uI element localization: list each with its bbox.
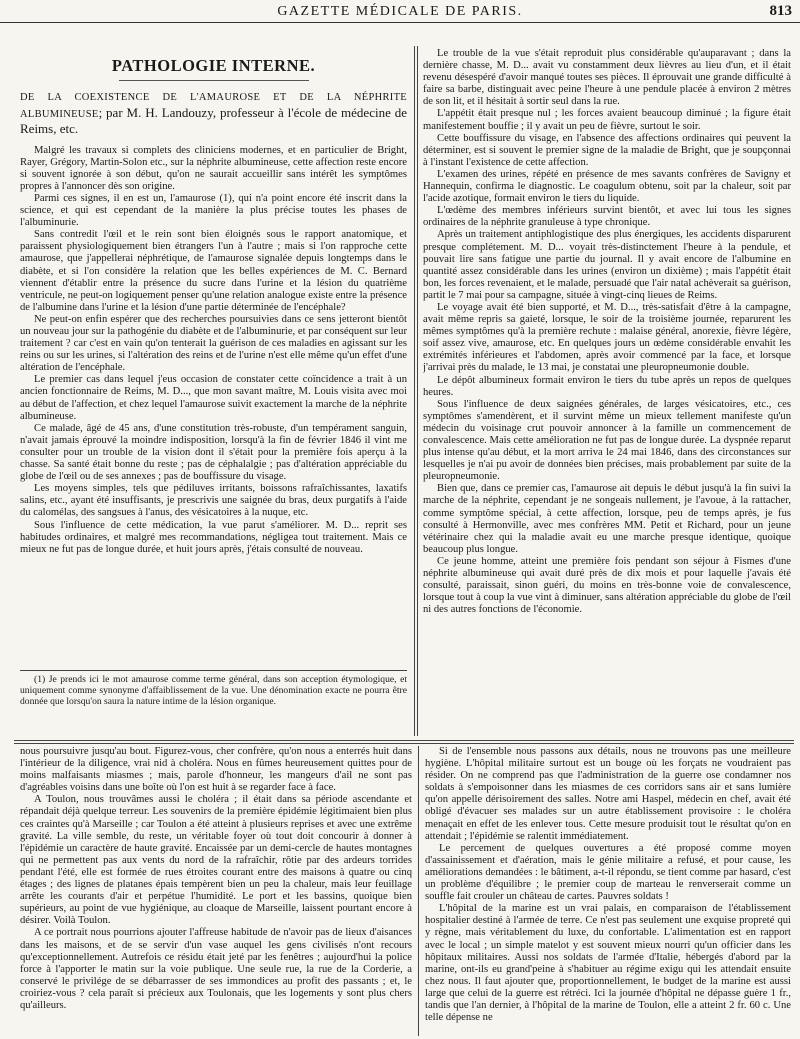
paragraph: Bien que, dans ce premier cas, l'amaurose ait depuis le début jusqu'à la fin suivi la marche de la néphrite, cependant je ne songeais nullement, je l'avoue, à la rattacher, comme symptôme spécial, à cette affection, lorsque, peu de temps après, je fus consulté à Hermonville, avec mes confrères MM. Petit et Richard, pour un jeune vétérinaire chez qui la maladie avait eu une marche presque identique, quoique beaucoup plus longue. bbox=[423, 483, 791, 555]
left-lower-column bbox=[20, 746, 412, 1036]
paragraph: L'œdème des membres inférieurs survint bientôt, et avec lui tous les signes ordinaires de la néphrite granuleuse à type chronique. bbox=[423, 205, 791, 229]
paragraph: Ne peut-on enfin espérer que des recherches poursuivies dans ce sens jetteront bientôt un nouveau jour sur la pathogénie du diabète et de l'albuminurie, et par conséquent sur leur traitement ? car c'est en vain qu'on tenterait la guérison de ces maladies en agissant sur les reins ou sur les urines, si l'altération des reins et de l'urine n'est elle même qu'un effet d'une altération de l'encéphale. bbox=[20, 313, 407, 374]
footnote-block bbox=[20, 674, 407, 736]
paragraph: A Toulon, nous trouvâmes aussi le choléra ; il était dans sa période ascendante et répandait déjà quelque terreur. Les souvenirs de la première épidémie légitimaient bien plus ces craintes qu'à Marseille ; car Toulon a été atteint à plusieurs reprises et avec une extrême gravité. La ville semble, du reste, un véritable foyer où tout doit concourir à donner à l'épidémie un caractère de haute gravité. Encaissée par un demi-cercle de hautes montagnes qui ne permettent pas aux vents du nord de la rafraîchir, rôtie par des ardeurs torrides pendant l'été, elle est formée de rues étroites courant entre des maisons à quatre ou cinq étages ; des lignes de platanes épais tempèrent bien un peu la chaleur, mais leur feuillage arrête les courants d'air et perpétue l'humidité. Le port et les bassins, quoique bien supérieurs, au point de vue hygiénique, au cloaque de Marseille, laissent pourtant encore à désirer. Voilà Toulon. bbox=[20, 794, 412, 927]
article-title bbox=[20, 89, 407, 137]
journal-title: GAZETTE MÉDICALE DE PARIS. bbox=[277, 4, 523, 19]
section-title: PATHOLOGIE INTERNE. bbox=[111, 56, 316, 75]
article-title-text: DE LA COEXISTENCE DE L'AMAUROSE ET DE LA NÉPHRITE ALBUMINEUSE bbox=[20, 92, 407, 120]
paragraph: Après un traitement antiphlogistique des plus énergiques, les accidents disparurent presque complétement. M. D... voyait très-distinctement l'heure à la pendule, et pouvait lire sans fatigue une partie du journal. Il y avait encore de l'albumine en quantité assez considérable dans les urines (environ un dixième) ; mais l'appétit était bon, les forces revenaient, et le malade, persuadé que l'air natal achèverait sa guérison, partit le 7 mai pour sa campagne, située à vingt-cinq lieues de Reims. bbox=[423, 229, 791, 301]
paragraph: Le dépôt albumineux formait environ le tiers du tube après un repos de quelques heures. bbox=[423, 374, 791, 398]
paragraph: Sous l'influence de cette médication, la vue parut s'améliorer. M. D... reprit ses habitudes ordinaires, et malgré mes recommandations, négligea tout traitement. Mais ce mieux ne fut pas de longue durée, et huit jours après, j'étais consulté de nouveau. bbox=[20, 519, 407, 555]
title-rule bbox=[119, 80, 309, 81]
footnote: (1) Je prends ici le mot amaurose comme terme général, dans son acception étymologique, et uniquement comme synonyme d'affaiblissement de la vue. Une dénomination exacte ne pourra être donnée que lorsqu'on saura la nature intime de la lésion organique. bbox=[20, 674, 407, 707]
paragraph: Le trouble de la vue s'était reproduit plus considérable qu'auparavant ; dans la dernière chasse, M. D... avait vu constamment deux lièvres au lieu d'un, et il était revenu désespéré d'avoir manqué toutes ses pièces. Il éprouvait une grande difficulté à faire sa barbe, distinguait avec peine l'heure à une pendule placée à environ 2 mètres de son lit, et il hésitait à sortir seul dans la rue. bbox=[423, 48, 791, 108]
paragraph: Malgré les travaux si complets des cliniciens modernes, et en particulier de Bright, Rayer, Grégory, Martin-Solon etc., sur la néphrite albumineuse, cette affection reste encore si souvent ignorée à son début, qu'on ne saurait accueillir sans intérêt les symptômes propres à l'annoncer dès son origine. bbox=[20, 144, 407, 192]
paragraph: A ce portrait nous pourrions ajouter l'affreuse habitude de n'avoir pas de lieux d'aisances dans les maisons, et de se servir d'un vase auquel les gens civilisés n'ont recours qu'exceptionnellement. Autrefois ce résidu était jeté par les fenêtres ; aujourd'hui la police force à l'apporter le matin sur la voie publique. Une seule rue, la rue de la Corderie, a conservé le privilége de se débarrasser de ses immondices au profit des passants ; et, le croiriez-vous ? cela paraît si précieux aux Toulonais, que les logements y sont plus chers qu'ailleurs. bbox=[20, 927, 412, 1011]
feuilleton-separator-2 bbox=[14, 743, 794, 744]
paragraph: Ce malade, âgé de 45 ans, d'une constitution très-robuste, d'un tempérament sanguin, n'avait jamais éprouvé la moindre indisposition, lorsqu'à la fin de février 1846 il vint me consulter pour un trouble de la vision dont il s'était pour la première fois aperçu à la chasse. Sa santé était bonne du reste ; pas de céphalalgie ; pas d'altération appréciable du globe de l'œil ou de ses annexes ; pas de bouffissure du visage. bbox=[20, 422, 407, 483]
column-separator-upper-2 bbox=[417, 46, 418, 736]
page-header bbox=[0, 0, 800, 23]
page-number: 813 bbox=[769, 3, 792, 19]
left-upper-column bbox=[20, 54, 407, 754]
paragraph: Le voyage avait été bien supporté, et M. D..., très-satisfait d'être à la campagne, avait même repris sa gaieté, lorsque, le soir de la troisième journée, reparurent les mêmes symptômes qu'à la première rechute : malaise général, anorexie, fièvre légère, soif assez vive, amaurose, etc. En quelques jours un œdème considérable envahit les extrémités inférieures et l'abdomen, après avoir commencé par la face, et lorsque j'arrivai près du malade, le 13 mai, je constatai une pleuropneumonie double. bbox=[423, 301, 791, 374]
paragraph: Les moyens simples, tels que pédiluves irritants, boissons rafraîchissantes, laxatifs salins, etc., ayant été insuffisants, je prescrivis une saignée du bras, deux purgatifs à l'aide du calomélas, des sangsues à l'anus, des vésicatoires à la nuque, etc. bbox=[20, 483, 407, 519]
paragraph: Sous l'influence de deux saignées générales, de larges vésicatoires, etc., ces symptômes s'amendèrent, et il survint même un mieux tellement manifeste qu'un médecin du voisinage crut pouvoir annoncer à la famille un commencement de convalescence. Mais cette amélioration ne fut pas de longue durée. La dyspnée reparut plus intense qu'au début, et la mort arriva le 24 mai 1846, dans des circonstances sur lesquelles je n'ai pu avoir de données bien précises, mais probablement par suite de la pleuropneumonie. bbox=[423, 398, 791, 483]
paragraph: Si de l'ensemble nous passons aux détails, nous ne trouvons pas une meilleure hygiène. L'hôpital militaire surtout est un bouge où les forçats ne voudraient pas résider. On ne comprend pas que l'administration de la guerre ose condamner nos soldats à s'empoisonner dans les miasmes de ces corridors sans air et sans lumière qu'on appelle dérisoirement des salles. Notre ami Haspel, médecin en chef, avait été obligé d'évacuer ses malades sur un autre établissement provisoire : le choléra menaçait en effet de les enlever tous. Cette mesure produisit tout le résultat qu'on en attendait ; l'épidémie se ralentit immédiatement. bbox=[425, 746, 791, 842]
paragraph: Sans contredit l'œil et le rein sont bien éloignés sous le rapport anatomique, et paraissent physiologiquement bien étrangers l'un à l'autre ; mais si l'on rapproche cette amaurose, que j'appellerai néphrétique, de l'amaurose signalée depuis longtemps dans le diabète, et si l'on considère la relation que les belles expériences de M. C. Bernard viennent d'établir entre la présence du sucre dans l'urine et la lésion du quatrième ventricule, ne peut-on logiquement penser qu'une relation analogue existe entre la présence de l'albumine dans l'urine et la lésion d'une partie déterminée de l'encéphale? bbox=[20, 229, 407, 313]
article-byline: ; par M. H. Landouzy, professeur à l'école de médecine de Reims, etc. bbox=[20, 104, 407, 137]
right-upper-column bbox=[423, 48, 791, 736]
footnote-separator bbox=[20, 670, 407, 671]
paragraph: L'hôpital de la marine est un vrai palais, en comparaison de l'établissement hospitalier destiné à l'armée de terre. Ce n'est pas seulement une exquise propreté qui y règne, mais véritablement du luxe, du confortable. L'alimentation est en rapport avec le local ; un simple matelot y est souvent mieux nourri qu'un officier dans les hôpitaux militaires. Aussi nos soldats de l'armée d'Italie, hébergés d'abord par la marine, ont-ils eu grand'peine à s'habituer au régime exigu qui les attendait ensuite chez nous. Il faut ajouter que, proportionnellement, le budget de la marine est aussi large que celui de la guerre est rétréci. Ici la journée d'hôpital ne dépasse guère 1 fr., tandis que l'an dernier, à l'hôpital de la marine de Toulon, elle a atteint 2 fr. 60 c. Une telle dépense ne bbox=[425, 903, 791, 1024]
column-separator-upper bbox=[414, 46, 415, 736]
right-lower-column bbox=[425, 746, 791, 1036]
paragraph: nous poursuivre jusqu'au bout. Figurez-vous, cher confrère, qu'on nous a enterrés huit dans l'intérieur de la diligence, vrai nid à choléra. Nous en fûmes heureusement quittes pour de moins malfaisants miasmes ; mais, parole d'honneur, les mangeurs d'ail ne sont pas d'agréables voisins dans une boîte où l'on est huit à se regarder face à face. bbox=[20, 746, 412, 794]
paragraph: L'examen des urines, répété en présence de mes savants confrères de Savigny et Hannequin, confirma le diagnostic. Le coagulum obtenu, soit par la chaleur, soit par l'acide azotique, formait environ le tiers du liquide. bbox=[423, 168, 791, 205]
paragraph: Ce jeune homme, atteint une première fois pendant son séjour à Fismes d'une néphrite albumineuse qui avait duré près de dix mois et pour laquelle j'avais été consulté, paraissait, sinon guéri, du moins en très-bonne voie de convalescence, lorsque tout à coup la vue vint à diminuer, sans altération appréciable du globe de l'œil ni des autres fonctions de l'économie. bbox=[423, 555, 791, 616]
paragraph: L'appétit était presque nul ; les forces avaient beaucoup diminué ; la figure était manifestement bouffie ; il y avait un peu de fièvre, surtout le soir. bbox=[423, 108, 791, 132]
paragraph: Le premier cas dans lequel j'eus occasion de constater cette coïncidence a trait à un ancien fonctionnaire de Reims, M. D..., que mon savant maître, M. Louis visita avec moi au début de l'affection, et chez lequel l'amaurose suivit exactement la marche de la néphrite albumineuse. bbox=[20, 374, 407, 422]
paragraph: Cette bouffissure du visage, en l'absence des affections ordinaires qui peuvent la déterminer, est si souvent le premier signe de la maladie de Bright, que je soupçonnai à l'instant l'existence de cette affection. bbox=[423, 132, 791, 168]
column-separator-lower bbox=[418, 746, 419, 1036]
feuilleton-separator bbox=[14, 740, 794, 741]
paragraph: Parmi ces signes, il en est un, l'amaurose (1), qui n'a point encore été inscrit dans la science, et qui est cependant de la manière la plus précise toutes les phases de l'albuminurie. bbox=[20, 192, 407, 229]
paragraph: Le percement de quelques ouvertures a été proposé comme moyen d'assainissement et d'aération, mais le génie militaire a refusé, et pour cause, les améliorations demandées : le bâtiment, a-t-il répondu, se tient comme par hasard, c'est un problème d'équilibre ; le premier coup de marteau le renverserait comme un souffle fait crouler un château de cartes. Pauvres soldats ! bbox=[425, 842, 791, 903]
